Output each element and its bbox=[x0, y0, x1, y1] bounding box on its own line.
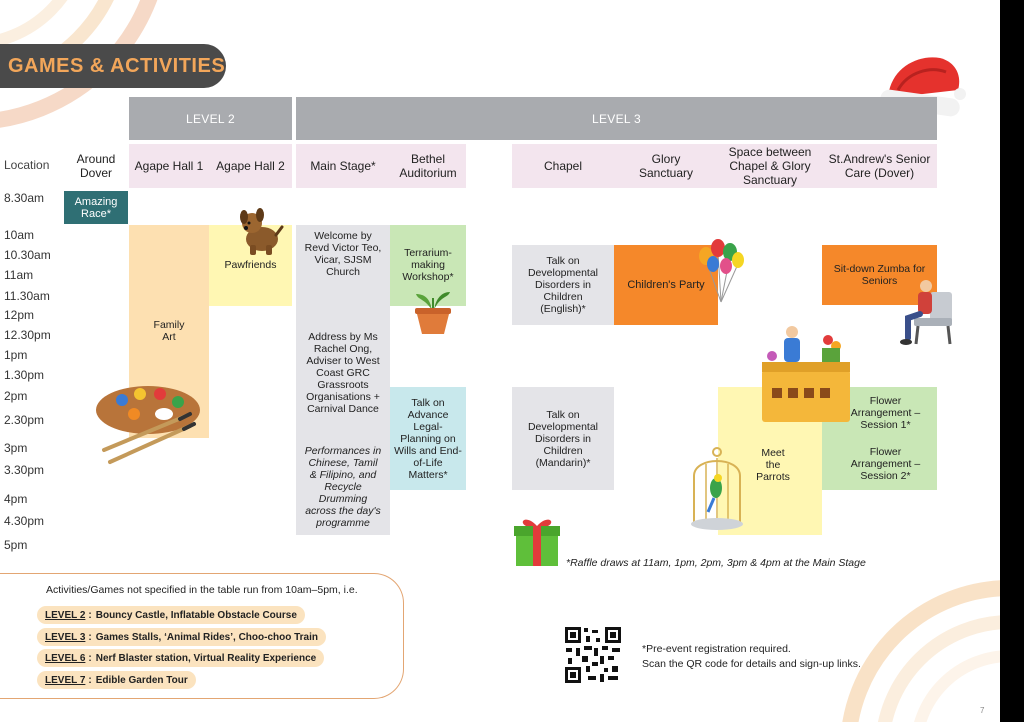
activity-level-row bbox=[37, 628, 326, 646]
senior-chair-icon bbox=[900, 278, 958, 350]
event-family-art: Family Art bbox=[153, 319, 185, 343]
event-welcome: Welcome by Revd Victor Teo, Vicar, SJSM Church bbox=[304, 230, 382, 278]
balloons-icon bbox=[696, 236, 746, 306]
birdcage-icon bbox=[688, 446, 746, 532]
level-3-header: LEVEL 3 bbox=[296, 97, 937, 140]
raffle-note: *Raffle draws at 11am, 1pm, 2pm, 3pm & 4pm at the Main Stage bbox=[566, 557, 866, 569]
column-around-dover: Around Dover bbox=[76, 152, 116, 180]
time-label: 2.30pm bbox=[4, 413, 45, 427]
activity-level-text: Games Stalls, ‘Animal Rides’, Choo-choo Train bbox=[95, 631, 319, 643]
time-label: 4pm bbox=[4, 492, 28, 506]
location-header: Location bbox=[4, 158, 50, 172]
event-talk-dev-english: Talk on Developmental Disorders in Children (English)* bbox=[512, 245, 614, 325]
column-agape-hall-1: Agape Hall 1 bbox=[129, 144, 209, 188]
time-label: 10.30am bbox=[4, 248, 51, 262]
column-main-stage: Main Stage* bbox=[296, 144, 390, 188]
event-performances: Performances in Chinese, Tamil & Filipino, and Recycle Drumming across the day's programme bbox=[304, 445, 382, 529]
column-glory-sanctuary: Glory Sanctuary bbox=[614, 144, 718, 188]
activities-intro: Activities/Games not specified in the table run from 10am–5pm, i.e. bbox=[46, 584, 358, 596]
event-flower-session-2: Flower Arrangement – Session 2* bbox=[822, 438, 937, 490]
time-label: 1pm bbox=[4, 348, 28, 362]
title-bar bbox=[0, 44, 226, 88]
time-label: 4.30pm bbox=[4, 514, 45, 528]
column-chapel: Chapel bbox=[512, 144, 614, 188]
right-edge-bar bbox=[1000, 0, 1024, 722]
activity-level-label: LEVEL 7 bbox=[45, 674, 86, 686]
event-address: Address by Ms Rachel Ong, Adviser to West Coast GRC Grassroots Organisations + Carnival Dance bbox=[306, 331, 380, 415]
time-label: 8.30am bbox=[4, 191, 45, 205]
registration-line-2: Scan the QR code for details and sign-up links. bbox=[642, 658, 861, 670]
activity-level-row bbox=[37, 671, 196, 689]
activity-level-label: LEVEL 6 bbox=[45, 652, 86, 664]
qr-code[interactable] bbox=[564, 626, 622, 684]
dog-icon bbox=[236, 205, 284, 257]
activity-level-label: LEVEL 2 bbox=[45, 609, 86, 621]
column-st-andrews: St.Andrew's Senior Care (Dover) bbox=[822, 144, 937, 188]
column-bethel-auditorium: Bethel Auditorium bbox=[390, 144, 466, 188]
event-childrens-party: Children's Party bbox=[614, 245, 718, 325]
time-label: 2pm bbox=[4, 389, 28, 403]
flower-stall-icon bbox=[758, 322, 854, 426]
registration-line-1: *Pre-event registration required. bbox=[642, 643, 791, 655]
column-space-between: Space between Chapel & Glory Sanctuary bbox=[718, 144, 822, 188]
time-label: 5pm bbox=[4, 538, 28, 552]
event-pawfriends: Pawfriends bbox=[209, 225, 292, 306]
time-label: 12.30pm bbox=[4, 328, 51, 342]
activity-level-text: Edible Garden Tour bbox=[95, 674, 188, 686]
activity-level-sep: : bbox=[88, 652, 92, 664]
activity-level-row bbox=[37, 606, 305, 624]
event-flower-session-1: Flower Arrangement – Session 1* bbox=[822, 387, 937, 438]
event-amazing-race: Amazing Race* bbox=[64, 191, 128, 224]
event-terrarium: Terrarium-making Workshop* bbox=[390, 225, 466, 306]
activity-level-row bbox=[37, 649, 324, 667]
time-label: 10am bbox=[4, 228, 35, 242]
time-label: 12pm bbox=[4, 308, 35, 322]
level-2-header: LEVEL 2 bbox=[129, 97, 292, 140]
activity-level-text: Bouncy Castle, Inflatable Obstacle Course bbox=[95, 609, 297, 621]
activity-level-label: LEVEL 3 bbox=[45, 631, 86, 643]
event-meet-parrots: Meet the Parrots bbox=[718, 387, 822, 535]
time-label: 1.30pm bbox=[4, 368, 45, 382]
gift-box-icon bbox=[512, 512, 562, 568]
time-label: 3pm bbox=[4, 441, 28, 455]
page-number: 7 bbox=[980, 706, 985, 715]
decorative-arcs-bottom-right bbox=[830, 560, 1000, 722]
event-talk-legal: Talk on Advance Legal-Planning on Wills and End-of-Life Matters* bbox=[390, 387, 466, 490]
page-title: GAMES & ACTIVITIES bbox=[8, 54, 226, 77]
time-label: 11.30am bbox=[4, 289, 50, 303]
activity-level-sep: : bbox=[88, 631, 92, 643]
event-zumba: Sit-down Zumba for Seniors bbox=[822, 245, 937, 305]
time-label: 11am bbox=[4, 268, 34, 282]
time-label: 3.30pm bbox=[4, 463, 45, 477]
event-talk-dev-mandarin: Talk on Developmental Disorders in Children (Mandarin)* bbox=[512, 387, 614, 490]
activity-level-sep: : bbox=[88, 609, 92, 621]
column-agape-hall-2: Agape Hall 2 bbox=[209, 144, 292, 188]
plant-pot-icon bbox=[412, 288, 454, 336]
activity-level-text: Nerf Blaster station, Virtual Reality Experience bbox=[95, 652, 317, 664]
paint-palette-icon bbox=[94, 380, 204, 466]
activity-level-sep: : bbox=[88, 674, 92, 686]
